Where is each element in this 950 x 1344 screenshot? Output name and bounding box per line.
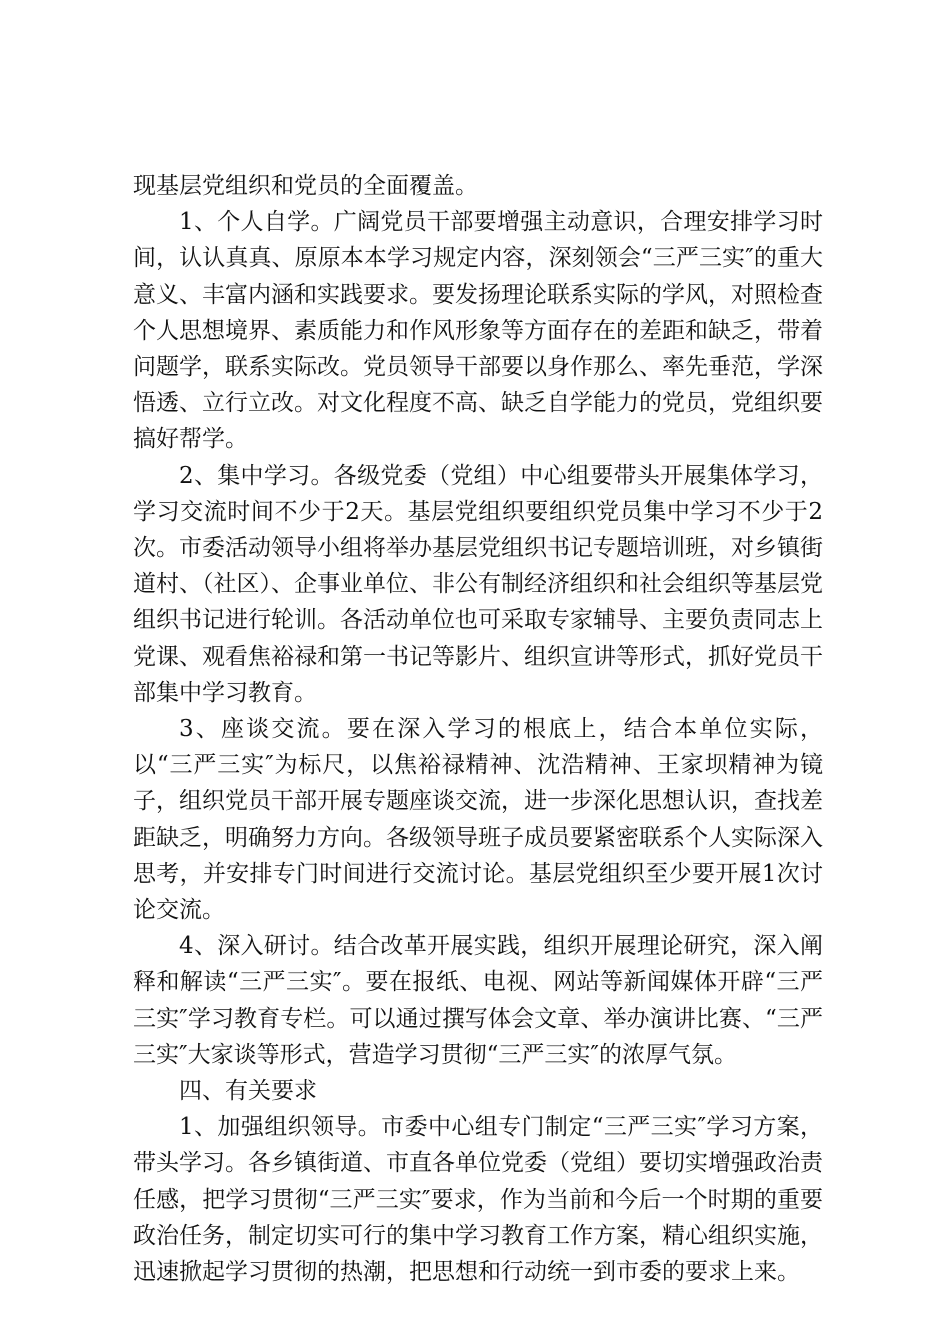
paragraph-discussion: 3、座谈交流。要在深入学习的根底上，结合本单位实际，以“三严三实″为标尺，以焦裕禄精神、沈浩精神、王家坝精神为镜子，组织党员干部开展专题座谈交流，进一步深化思想认识，查找差距缺乏，明确努力方向。各级领导班子成员要紧密联系个人实际深入思考，并安排专门时间进行交流讨论。基层党组织至少要开展1次讨论交流。: [133, 716, 823, 924]
paragraph-research: 4、深入研讨。结合改革开展实践，组织开展理论研究，深入阐释和解读“三严三实″。要在报纸、电视、网站等新闻媒体开辟“三严三实″学习教育专栏。可以通过撰写体会文章、举办演讲比赛、“三严三实″大家谈等形式，营造学习贯彻“三严三实″的浓厚气氛。: [133, 933, 823, 1068]
paragraph-self-study: 1、个人自学。广阔党员干部要增强主动意识，合理安排学习时间，认认真真、原原本本学习规定内容，深刻领会“三严三实″的重大意义、丰富内涵和实践要求。要发扬理论联系实际的学风，对照检查个人思想境界、素质能力和作风形象等方面存在的差距和缺乏，带着问题学，联系实际改。党员领导干部要以身作那么、率先垂范，学深悟透、立行立改。对文化程度不高、缺乏自学能力的党员，党组织要搞好帮学。: [133, 209, 823, 453]
paragraph-centralized-study: 2、集中学习。各级党委（党组）中心组要带头开展集体学习，学习交流时间不少于2天。基层党组织要组织党员集中学习不少于2次。市委活动领导小组将举办基层党组织书记专题培训班，对乡镇街道村、（社区）、企事业单位、非公有制经济组织和社会组织等基层党组织书记进行轮训。各活动单位也可采取专家辅导、主要负责同志上党课、观看焦裕禄和第一书记等影片、组织宣讲等形式，抓好党员干部集中学习教育。: [133, 462, 823, 706]
paragraph-continuation: 现基层党组织和党员的全面覆盖。: [133, 173, 478, 199]
document-page: [133, 168, 823, 1290]
paragraph-organization-leadership: 1、加强组织领导。市委中心组专门制定“三严三实″学习方案，带头学习。各乡镇街道、市直各单位党委（党组）要切实增强政治责任感，把学习贯彻“三严三实″要求，作为当前和今后一个时期的重要政治任务，制定切实可行的集中学习教育工作方案，精心组织实施，迅速掀起学习贯彻的热潮，把思想和行动统一到市委的要求上来。: [133, 1114, 823, 1286]
section-heading-requirements: 四、有关要求: [179, 1078, 317, 1105]
